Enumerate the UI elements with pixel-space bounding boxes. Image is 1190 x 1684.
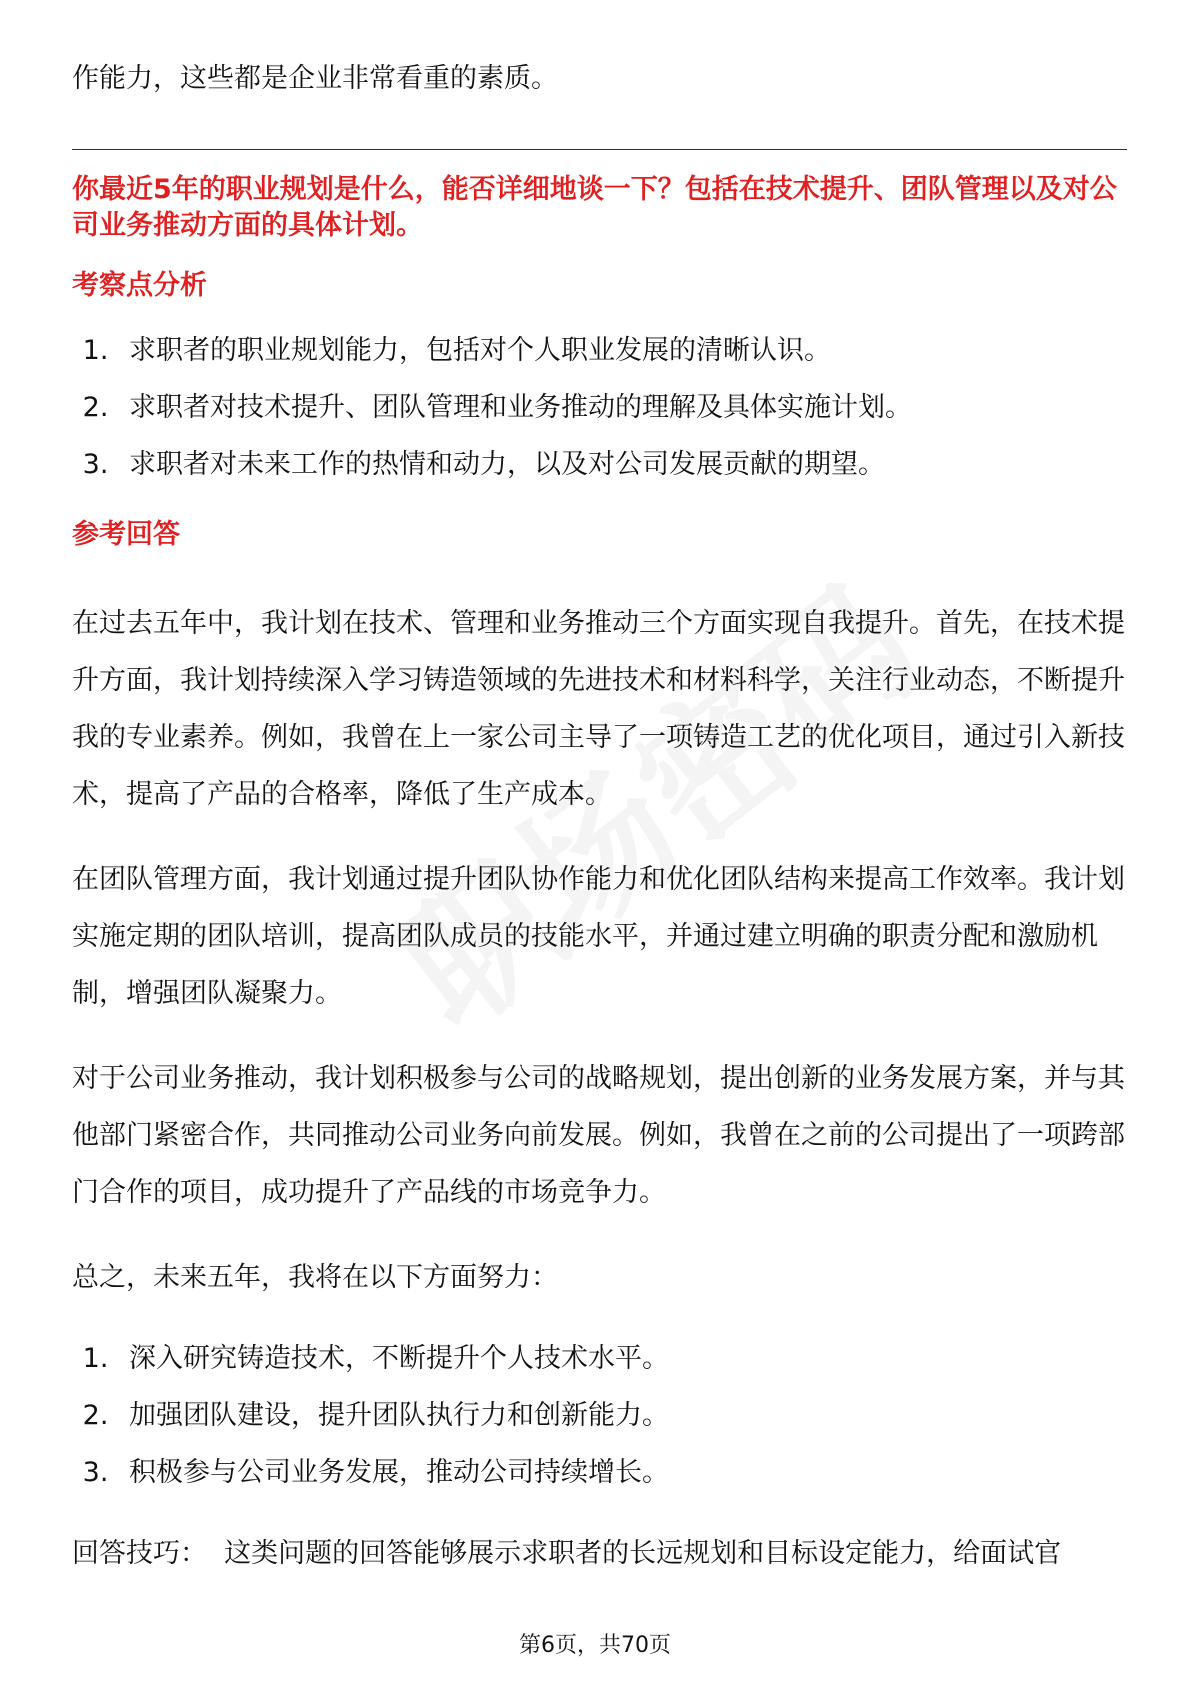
answer-paragraph: 对于公司业务推动，我计划积极参与公司的战略规划，提出创新的业务发展方案，并与其他部门紧密合作，共同推动公司业务向前发展。例如，我曾在之前的公司提出了一项跨部门合作的项目，成功提升了产品线的市场竞争力。: [72, 1063, 1125, 1208]
answer-paragraph: 总之，未来五年，我将在以下方面努力：: [72, 1262, 558, 1293]
content: [72, 50, 1127, 1582]
answer-tips: 回答技巧： 这类问题的回答能够展示求职者的长远规划和目标设定能力，给面试官: [72, 1538, 1062, 1569]
list-item: 1. 深入研究铸造技术，不断提升个人技术水平。: [117, 1330, 1127, 1387]
summary-list: [72, 1330, 1127, 1501]
answer-paragraph: 在团队管理方面，我计划通过提升团队协作能力和优化团队结构来提高工作效率。我计划实施定期的团队培训，提高团队成员的技能水平，并通过建立明确的职责分配和激励机制，增强团队凝聚力。: [72, 864, 1125, 1009]
top-text: 作能力，这些都是企业非常看重的素质。: [72, 63, 558, 94]
list-item: 2. 加强团队建设，提升团队执行力和创新能力。: [117, 1387, 1127, 1444]
list-item: 2. 求职者对技术提升、团队管理和业务推动的理解及具体实施计划。: [117, 379, 1127, 436]
page-number: 第6页，共70页: [519, 1633, 671, 1658]
answer-title: 参考回答: [72, 519, 180, 550]
list-item: 1. 求职者的职业规划能力，包括对个人职业发展的清晰认识。: [117, 322, 1127, 379]
answer-paragraph: 在过去五年中，我计划在技术、管理和业务推动三个方面实现自我提升。首先，在技术提升方面，我计划持续深入学习铸造领域的先进技术和材料科学，关注行业动态，不断提升我的专业素养。例如，我曾在上一家公司主导了一项铸造工艺的优化项目，通过引入新技术，提高了产品的合格率，降低了生产成本。: [72, 608, 1125, 810]
analysis-list: [72, 322, 1127, 493]
list-item: 3. 求职者对未来工作的热情和动力，以及对公司发展贡献的期望。: [117, 436, 1127, 493]
analysis-title: 考察点分析: [72, 270, 207, 301]
list-item: 3. 积极参与公司业务发展，推动公司持续增长。: [117, 1444, 1127, 1501]
divider: [72, 149, 1127, 150]
question-heading: 你最近5年的职业规划是什么，能否详细地谈一下？包括在技术提升、团队管理以及对公司业务推动方面的具体计划。: [72, 174, 1117, 241]
